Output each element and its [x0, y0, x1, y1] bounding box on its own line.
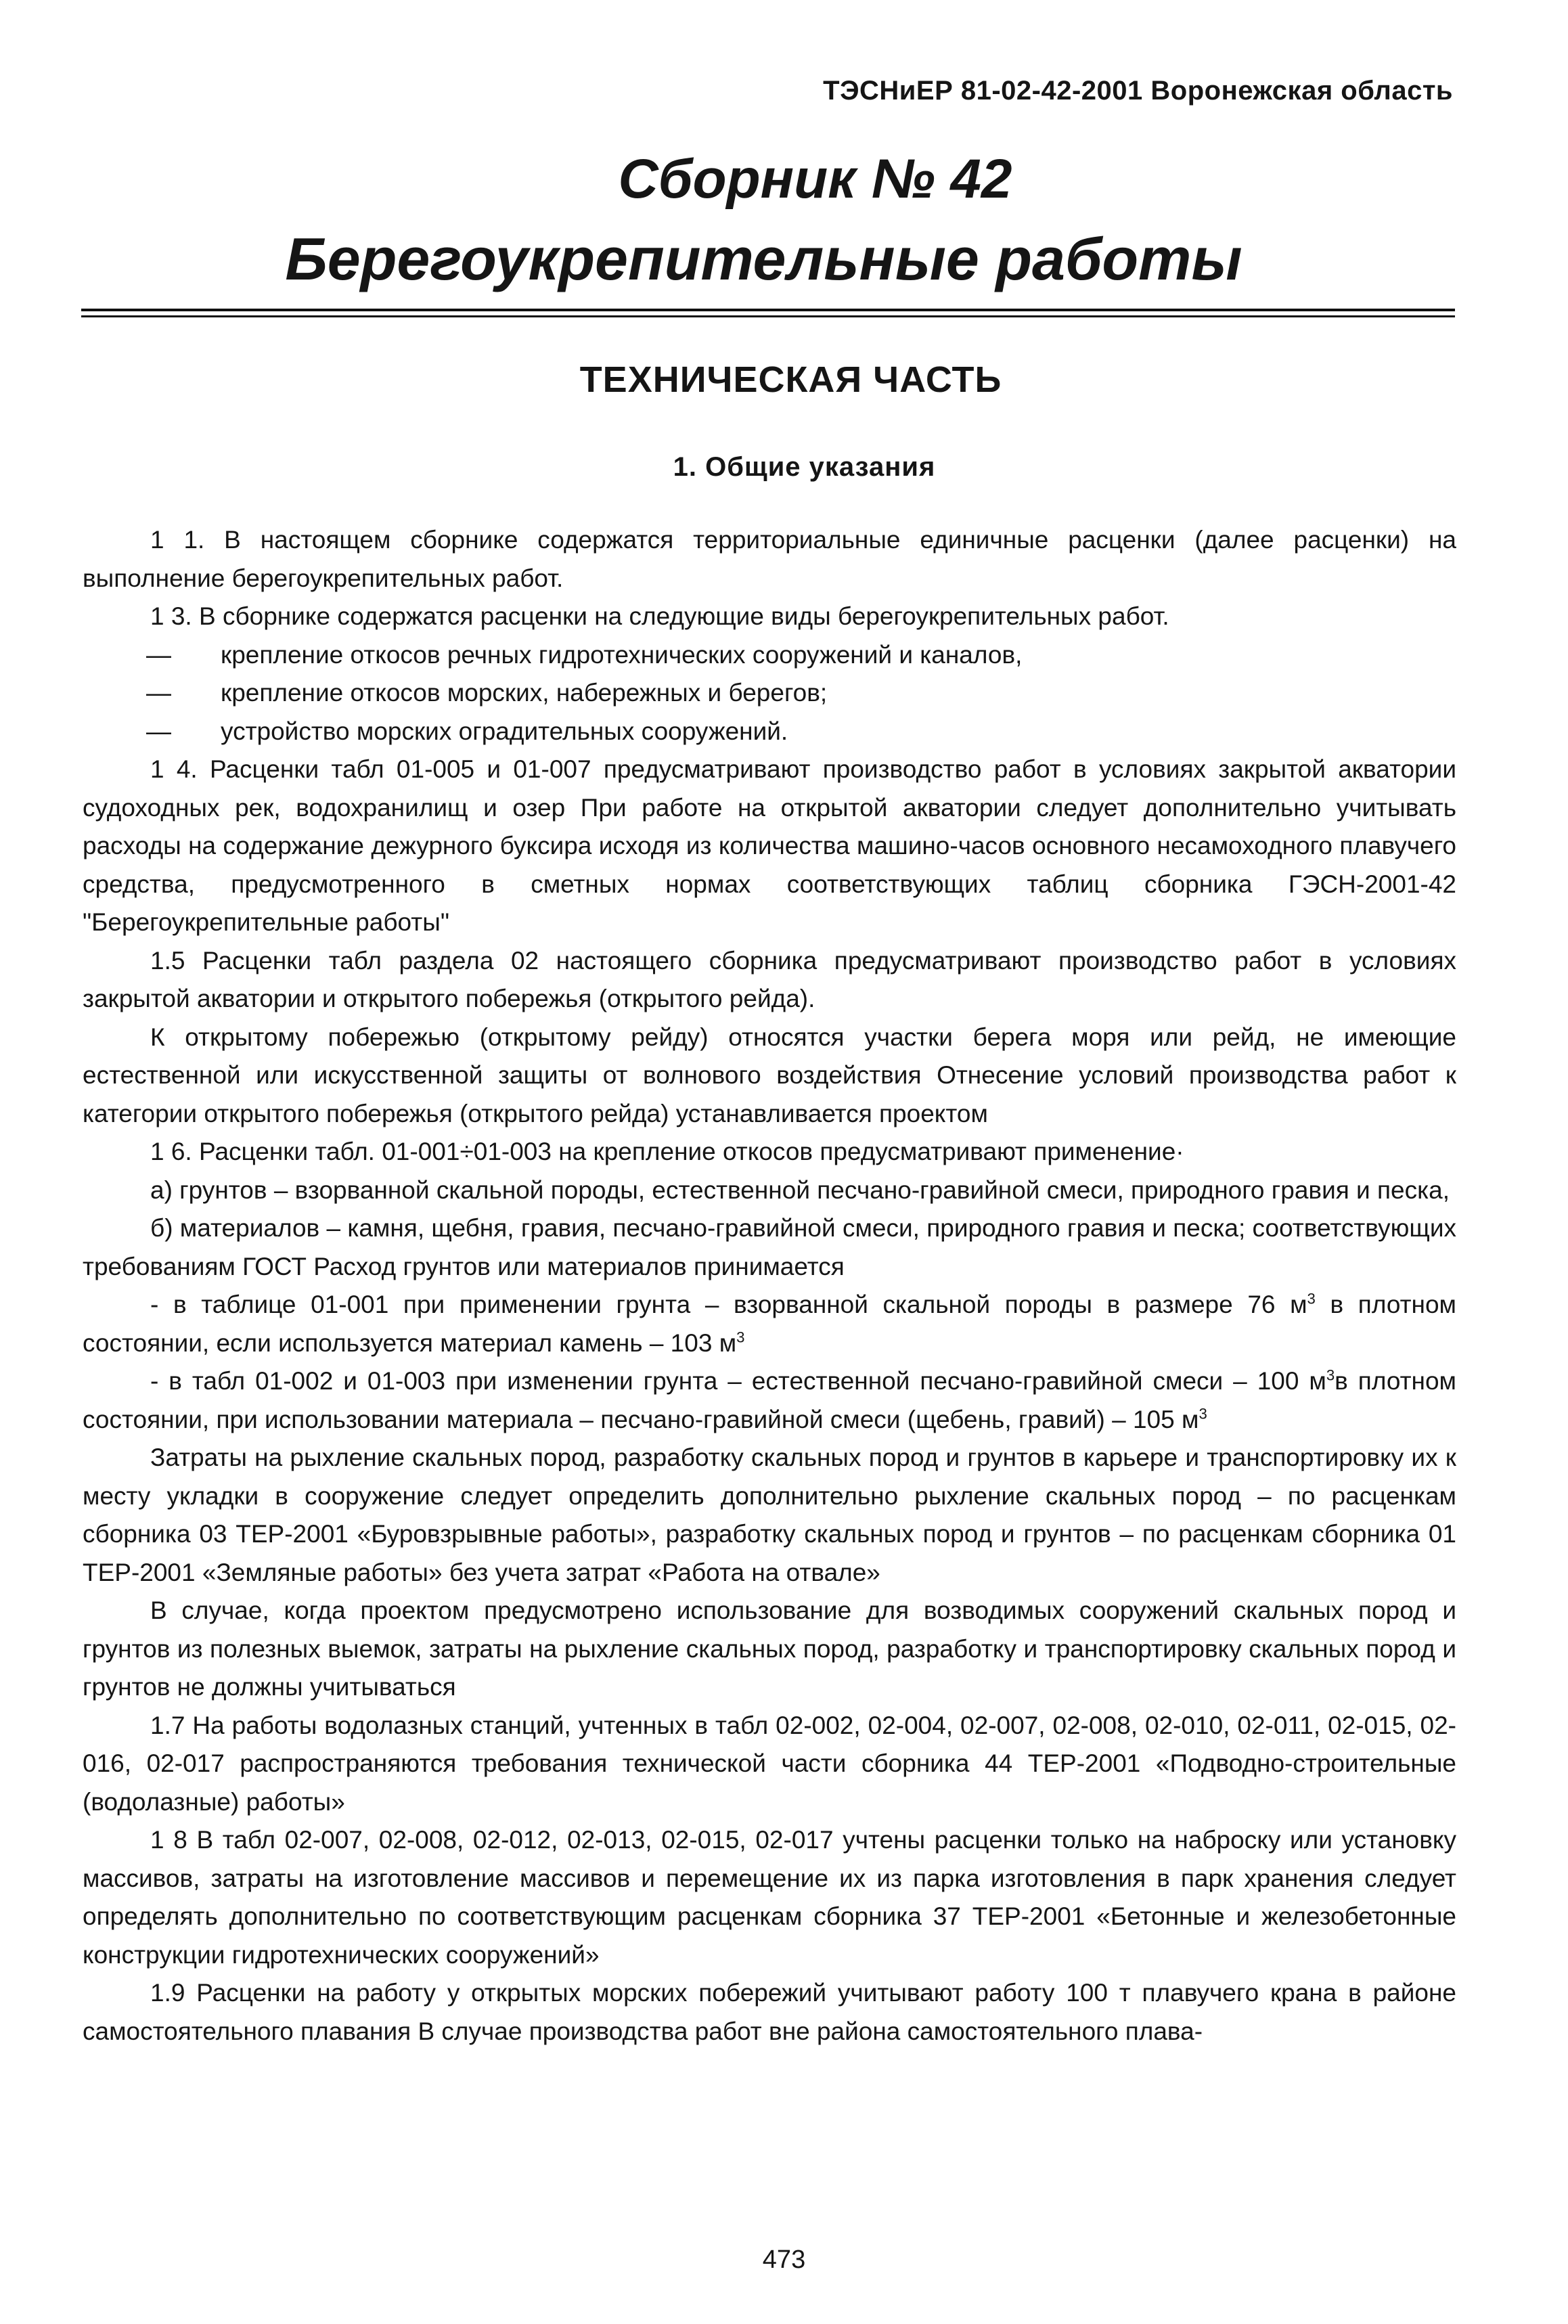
paragraph-materials: б) материалов – камня, щебня, гравия, песчано-гравийной смеси, природного гравия и песка; соответствующих требованиям ГОСТ Расход грунтов или материалов принимается [83, 1214, 1456, 1280]
document-code-header: ТЭСНиЕР 81-02-42-2001 Воронежская область [823, 76, 1453, 106]
paragraph-table-01-001 [83, 1286, 1456, 1362]
title-divider-top [81, 309, 1455, 311]
paragraph-1-7: 1.7 На работы водолазных станций, учтенных в табл 02-002, 02-004, 02-007, 02-008, 02-010, 02-011, 02-015, 02-016, 02-017 распространяются требования технической части сборника 44 ТЕР-2001 «Подводно-строительные (водолазные) работы» [83, 1711, 1456, 1816]
collection-title: Сборник № 42 [618, 148, 1012, 210]
body-text [83, 521, 1456, 2051]
paragraph-1-5: 1.5 Расценки табл раздела 02 настоящего сборника предусматривают производство работ в условиях закрытой акватории и открытого побережья (открытого рейда). [83, 946, 1456, 1012]
paragraph-1-9: 1.9 Расценки на работу у открытых морских побережий учитывают работу 100 т плавучего крана в районе самостоятельного плавания В случае производства работ вне района самостоятельного плава- [83, 1979, 1456, 2045]
paragraph-costs: Затраты на рыхление скальных пород, разработку скальных пород и грунтов в карьере и транспортировку их к месту укладки в сооружение следует определить дополнительно рыхление скальных пород – по расценкам сборника 03 ТЕР-2001 «Буровзрывные работы», разработку скальных пород и грунтов – по расценкам сборника 01 ТЕР-2001 «Земляные работы» без учета затрат «Работа на отвале» [83, 1444, 1456, 1586]
section-subheading: 1. Общие указания [673, 452, 936, 482]
paragraph-1-3: 1 3. В сборнике содержатся расценки на следующие виды берегоукрепительных работ. [150, 602, 1169, 630]
dash-marker: — [146, 717, 171, 745]
paragraph-excavations: В случае, когда проектом предусмотрено использование для возводимых сооружений скальных пород и грунтов из полезных выемок, затраты на рыхление скальных пород, разработку и транспортировку скальных пород и грунтов не должны учитываться [83, 1596, 1456, 1701]
paragraph-table-01-002 [83, 1362, 1456, 1439]
list-item-text: крепление откосов речных гидротехнических сооружений и каналов, [221, 640, 1023, 669]
text-fragment: - в табл 01-002 и 01-003 при изменении грунта – естественной песчано-гравийной смеси – 100 м [150, 1367, 1326, 1395]
superscript: 3 [1307, 1290, 1316, 1308]
paragraph-open-coast: К открытому побережью (открытому рейду) относятся участки берега моря или рейд, не имеющие естественной или искусственной защиты от волнового воздействия Отнесение условий производства работ к категории открытого побережья (открытого рейда) устанавливается проектом [83, 1023, 1456, 1127]
superscript: 3 [1199, 1405, 1207, 1423]
collection-subtitle: Берегоукрепительные работы [285, 225, 1242, 292]
title-divider-bottom [81, 315, 1455, 317]
paragraph-1-6: 1 6. Расценки табл. 01-001÷01-003 на крепление откосов предусматривают применение· [150, 1138, 1184, 1165]
section-heading: ТЕХНИЧЕСКАЯ ЧАСТЬ [579, 359, 1002, 400]
dash-marker: — [146, 640, 171, 669]
text-fragment: - в таблице 01-001 при применении грунта – взорванной скальной породы в размере 76 м [150, 1291, 1307, 1318]
paragraph-soils: а) грунтов – взорванной скальной породы, естественной песчано-гравийной смеси, природного гравия и песка, [150, 1176, 1450, 1204]
superscript: 3 [736, 1328, 745, 1346]
paragraph-1-1: 1 1. В настоящем сборнике содержатся территориальные единичные расценки (далее расценки) на выполнение берегоукрепительных работ. [83, 526, 1456, 592]
list-item-text: устройство морских оградительных сооружений. [221, 717, 788, 745]
list-item [83, 636, 1456, 675]
dash-marker: — [146, 679, 171, 707]
list-item [83, 674, 1456, 713]
page-number: 473 [762, 2245, 806, 2274]
superscript: 3 [1326, 1366, 1335, 1384]
paragraph-1-8: 1 8 В табл 02-007, 02-008, 02-012, 02-013, 02-015, 02-017 учтены расценки только на наброску или установку массивов, затраты на изготовление массивов и перемещение их из парка изготовления в парк хранения следует определять дополнительно по соответствующим расценкам сборника 37 ТЕР-2001 «Бетонные и железобетонные конструкции гидротехнических сооружений» [83, 1826, 1456, 1969]
text-fragment: в плотном состоянии, если используется материал камень – 103 м [83, 1291, 1456, 1357]
list-item-text: крепление откосов морских, набережных и берегов; [221, 679, 828, 707]
list-item [83, 713, 1456, 751]
paragraph-1-4: 1 4. Расценки табл 01-005 и 01-007 предусматривают производство работ в условиях закрытой акватории судоходных рек, водохранилищ и озер При работе на открытой акватории следует дополнительно учитывать расходы на содержание дежурного буксира исходя из количества машино-часов основного несамоходного плавучего средства, предусмотренного в сметных нормах соответствующих таблиц сборника ГЭСН-2001-42 "Берегоукрепительные работы" [83, 755, 1456, 936]
text-fragment: в плотном состоянии, при использовании материала – песчано-гравийной смеси (щебень, гравий) – 105 м [83, 1367, 1456, 1433]
